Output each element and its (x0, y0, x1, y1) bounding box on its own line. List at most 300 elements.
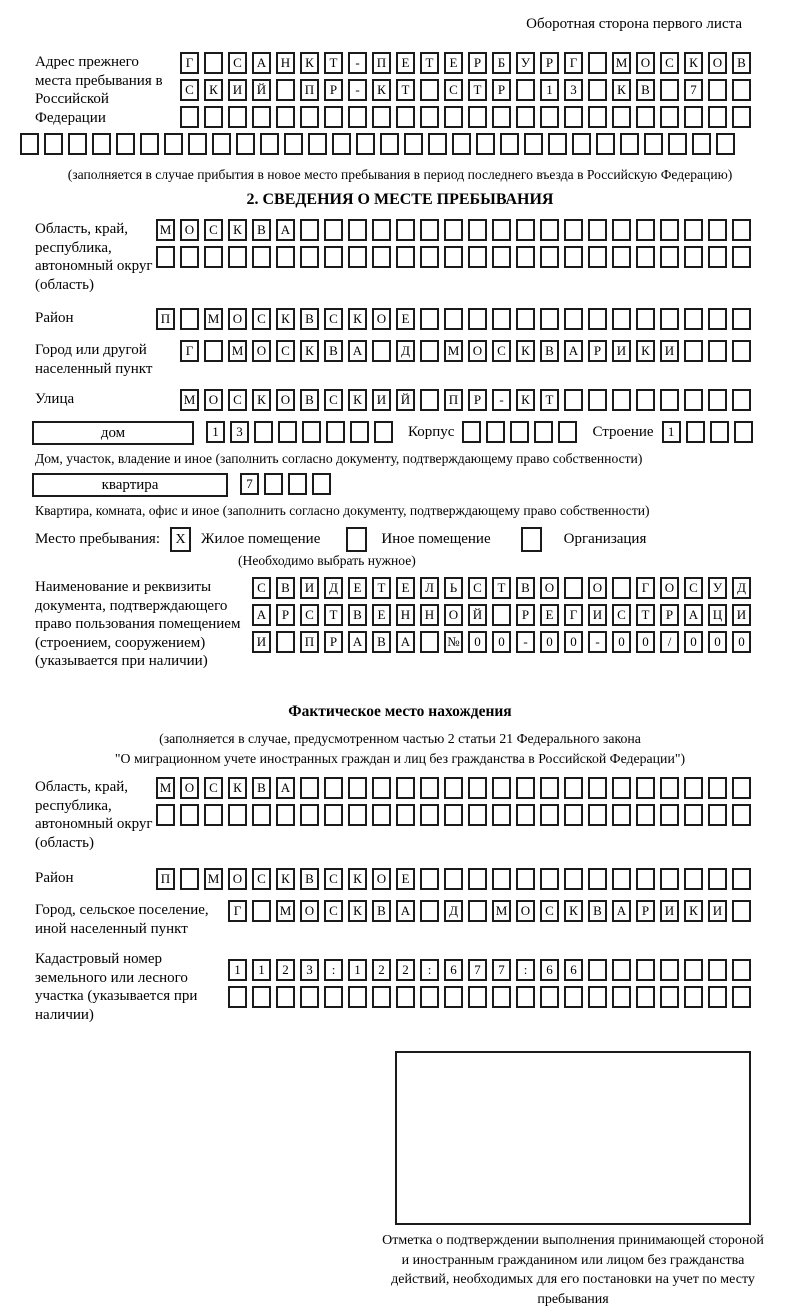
char-box[interactable]: О (588, 577, 607, 599)
char-box[interactable] (516, 986, 535, 1008)
char-box[interactable]: Р (660, 604, 679, 626)
char-box[interactable]: Т (324, 604, 343, 626)
char-box[interactable]: О (252, 340, 271, 362)
char-box[interactable]: С (300, 604, 319, 626)
char-box[interactable]: С (180, 79, 199, 101)
char-box[interactable] (636, 308, 655, 330)
char-box[interactable] (164, 133, 183, 155)
char-box[interactable] (564, 868, 583, 890)
char-box[interactable]: М (492, 900, 511, 922)
char-box[interactable] (468, 106, 487, 128)
char-box[interactable] (684, 308, 703, 330)
char-box[interactable]: П (444, 389, 463, 411)
char-box[interactable] (308, 133, 327, 155)
char-box[interactable]: В (516, 577, 535, 599)
char-box[interactable]: И (660, 340, 679, 362)
char-box[interactable]: К (684, 52, 703, 74)
char-box[interactable] (684, 389, 703, 411)
char-box[interactable] (252, 246, 271, 268)
char-box[interactable] (660, 308, 679, 330)
char-box[interactable] (204, 246, 223, 268)
char-box[interactable]: С (252, 868, 271, 890)
char-box[interactable] (420, 389, 439, 411)
char-box[interactable]: К (636, 340, 655, 362)
char-box[interactable]: О (228, 868, 247, 890)
char-box[interactable]: И (612, 340, 631, 362)
char-box[interactable]: В (540, 340, 559, 362)
char-box[interactable]: С (660, 52, 679, 74)
char-box[interactable] (636, 106, 655, 128)
char-box[interactable]: 2 (396, 959, 415, 981)
char-box[interactable]: Р (540, 52, 559, 74)
char-box[interactable] (708, 219, 727, 241)
char-box[interactable] (396, 106, 415, 128)
char-box[interactable]: Т (420, 52, 439, 74)
char-box[interactable]: О (180, 219, 199, 241)
char-box[interactable]: О (660, 577, 679, 599)
char-box[interactable]: Й (252, 79, 271, 101)
char-box[interactable] (612, 804, 631, 826)
char-box[interactable] (612, 986, 631, 1008)
char-box[interactable] (444, 219, 463, 241)
char-box[interactable]: О (540, 577, 559, 599)
char-box[interactable]: К (612, 79, 631, 101)
char-box[interactable]: Г (180, 340, 199, 362)
char-box[interactable] (588, 308, 607, 330)
char-box[interactable] (228, 804, 247, 826)
char-box[interactable] (708, 308, 727, 330)
char-box[interactable] (708, 389, 727, 411)
char-box[interactable] (684, 777, 703, 799)
char-box[interactable]: М (204, 868, 223, 890)
char-box[interactable] (380, 133, 399, 155)
checkbox-residential[interactable]: X (170, 527, 191, 552)
char-box[interactable]: Т (372, 577, 391, 599)
char-box[interactable]: В (252, 219, 271, 241)
char-box[interactable]: 0 (732, 631, 751, 653)
char-box[interactable]: К (348, 308, 367, 330)
char-box[interactable] (644, 133, 663, 155)
char-box[interactable]: : (324, 959, 343, 981)
char-box[interactable] (228, 246, 247, 268)
char-box[interactable]: С (444, 79, 463, 101)
char-box[interactable] (588, 868, 607, 890)
char-box[interactable] (588, 52, 607, 74)
char-box[interactable] (324, 246, 343, 268)
char-box[interactable] (708, 986, 727, 1008)
char-box[interactable]: Г (564, 52, 583, 74)
char-box[interactable]: Е (396, 52, 415, 74)
char-box[interactable] (476, 133, 495, 155)
char-box[interactable]: № (444, 631, 463, 653)
char-box[interactable]: С (492, 340, 511, 362)
char-box[interactable]: О (276, 389, 295, 411)
char-box[interactable]: 2 (276, 959, 295, 981)
char-box[interactable] (420, 804, 439, 826)
char-box[interactable] (324, 219, 343, 241)
char-box[interactable] (636, 804, 655, 826)
char-box[interactable]: - (348, 79, 367, 101)
char-box[interactable] (492, 868, 511, 890)
char-box[interactable]: 0 (468, 631, 487, 653)
char-box[interactable] (444, 804, 463, 826)
char-box[interactable] (302, 421, 321, 443)
char-box[interactable]: Р (276, 604, 295, 626)
char-box[interactable] (732, 308, 751, 330)
char-box[interactable]: У (516, 52, 535, 74)
char-box[interactable]: Р (324, 631, 343, 653)
char-box[interactable] (708, 959, 727, 981)
char-box[interactable]: А (252, 604, 271, 626)
char-box[interactable] (420, 340, 439, 362)
char-box[interactable] (500, 133, 519, 155)
char-box[interactable] (732, 79, 751, 101)
char-box[interactable]: Е (396, 868, 415, 890)
char-box[interactable] (396, 219, 415, 241)
char-box[interactable]: В (372, 631, 391, 653)
char-box[interactable] (540, 986, 559, 1008)
char-box[interactable]: Т (324, 52, 343, 74)
char-box[interactable]: О (372, 868, 391, 890)
char-box[interactable] (564, 106, 583, 128)
char-box[interactable]: В (372, 900, 391, 922)
char-box[interactable] (732, 900, 751, 922)
char-box[interactable] (564, 246, 583, 268)
char-box[interactable] (350, 421, 369, 443)
char-box[interactable] (228, 986, 247, 1008)
char-box[interactable] (708, 106, 727, 128)
char-box[interactable] (516, 106, 535, 128)
char-box[interactable]: Д (732, 577, 751, 599)
char-box[interactable] (284, 133, 303, 155)
char-box[interactable]: : (420, 959, 439, 981)
char-box[interactable]: И (300, 577, 319, 599)
char-box[interactable] (324, 804, 343, 826)
char-box[interactable]: : (516, 959, 535, 981)
char-box[interactable]: И (588, 604, 607, 626)
char-box[interactable]: Н (396, 604, 415, 626)
char-box[interactable] (404, 133, 423, 155)
char-box[interactable]: 6 (564, 959, 583, 981)
char-box[interactable] (300, 246, 319, 268)
char-box[interactable] (420, 308, 439, 330)
char-box[interactable] (684, 106, 703, 128)
char-box[interactable]: И (708, 900, 727, 922)
char-box[interactable] (516, 219, 535, 241)
char-box[interactable] (660, 868, 679, 890)
char-box[interactable] (612, 389, 631, 411)
char-box[interactable] (524, 133, 543, 155)
char-box[interactable]: 3 (300, 959, 319, 981)
char-box[interactable]: В (636, 79, 655, 101)
char-box[interactable] (188, 133, 207, 155)
char-box[interactable] (564, 577, 583, 599)
char-box[interactable] (588, 106, 607, 128)
char-box[interactable] (468, 219, 487, 241)
char-box[interactable] (620, 133, 639, 155)
char-box[interactable] (348, 777, 367, 799)
char-box[interactable] (516, 246, 535, 268)
char-box[interactable] (180, 868, 199, 890)
char-box[interactable]: О (204, 389, 223, 411)
char-box[interactable]: К (276, 308, 295, 330)
char-box[interactable] (444, 308, 463, 330)
char-box[interactable] (20, 133, 39, 155)
char-box[interactable] (374, 421, 393, 443)
char-box[interactable]: М (204, 308, 223, 330)
char-box[interactable]: 0 (684, 631, 703, 653)
char-box[interactable]: У (708, 577, 727, 599)
char-box[interactable] (276, 106, 295, 128)
char-box[interactable] (708, 777, 727, 799)
char-box[interactable] (732, 340, 751, 362)
char-box[interactable]: 7 (684, 79, 703, 101)
char-box[interactable] (492, 308, 511, 330)
char-box[interactable]: 0 (492, 631, 511, 653)
char-box[interactable] (348, 219, 367, 241)
char-box[interactable] (668, 133, 687, 155)
char-box[interactable] (732, 777, 751, 799)
char-box[interactable]: Г (228, 900, 247, 922)
char-box[interactable] (684, 340, 703, 362)
char-box[interactable] (428, 133, 447, 155)
char-box[interactable] (468, 900, 487, 922)
char-box[interactable] (420, 246, 439, 268)
char-box[interactable]: К (684, 900, 703, 922)
char-box[interactable]: Ц (708, 604, 727, 626)
char-box[interactable]: О (228, 308, 247, 330)
char-box[interactable]: А (252, 52, 271, 74)
char-box[interactable] (732, 389, 751, 411)
char-box[interactable]: 0 (540, 631, 559, 653)
char-box[interactable]: И (228, 79, 247, 101)
char-box[interactable] (540, 219, 559, 241)
char-box[interactable]: Й (468, 604, 487, 626)
char-box[interactable]: Й (396, 389, 415, 411)
char-box[interactable]: 0 (612, 631, 631, 653)
char-box[interactable] (276, 986, 295, 1008)
char-box[interactable] (684, 986, 703, 1008)
char-box[interactable] (516, 777, 535, 799)
char-box[interactable] (180, 106, 199, 128)
char-box[interactable] (612, 308, 631, 330)
char-box[interactable] (732, 868, 751, 890)
char-box[interactable] (372, 219, 391, 241)
char-box[interactable] (540, 868, 559, 890)
char-box[interactable]: 3 (564, 79, 583, 101)
char-box[interactable] (588, 777, 607, 799)
char-box[interactable] (564, 986, 583, 1008)
char-box[interactable] (444, 986, 463, 1008)
char-box[interactable]: Е (348, 577, 367, 599)
char-box[interactable]: Г (564, 604, 583, 626)
char-box[interactable] (372, 106, 391, 128)
char-box[interactable]: К (228, 777, 247, 799)
char-box[interactable] (588, 246, 607, 268)
char-box[interactable]: С (324, 308, 343, 330)
char-box[interactable]: И (372, 389, 391, 411)
char-box[interactable] (348, 246, 367, 268)
char-box[interactable] (204, 340, 223, 362)
char-box[interactable] (686, 421, 705, 443)
char-box[interactable] (180, 246, 199, 268)
char-box[interactable]: О (372, 308, 391, 330)
char-box[interactable] (492, 106, 511, 128)
char-box[interactable]: 0 (708, 631, 727, 653)
char-box[interactable]: М (276, 900, 295, 922)
char-box[interactable] (372, 340, 391, 362)
char-box[interactable] (636, 959, 655, 981)
char-box[interactable] (252, 804, 271, 826)
char-box[interactable] (660, 246, 679, 268)
char-box[interactable] (486, 421, 505, 443)
char-box[interactable] (348, 804, 367, 826)
char-box[interactable]: О (516, 900, 535, 922)
char-box[interactable] (356, 133, 375, 155)
char-box[interactable] (396, 777, 415, 799)
char-box[interactable] (660, 959, 679, 981)
char-box[interactable] (660, 389, 679, 411)
char-box[interactable]: 1 (662, 421, 681, 443)
char-box[interactable]: В (300, 868, 319, 890)
char-box[interactable]: О (708, 52, 727, 74)
char-box[interactable] (420, 79, 439, 101)
char-box[interactable] (254, 421, 273, 443)
char-box[interactable] (396, 986, 415, 1008)
char-box[interactable]: Р (492, 79, 511, 101)
char-box[interactable]: 1 (252, 959, 271, 981)
char-box[interactable]: Е (540, 604, 559, 626)
char-box[interactable] (732, 986, 751, 1008)
char-box[interactable] (540, 777, 559, 799)
char-box[interactable]: Е (372, 604, 391, 626)
char-box[interactable]: С (468, 577, 487, 599)
char-box[interactable] (708, 804, 727, 826)
char-box[interactable] (492, 219, 511, 241)
char-box[interactable] (420, 777, 439, 799)
char-box[interactable]: С (228, 52, 247, 74)
char-box[interactable] (372, 777, 391, 799)
char-box[interactable] (420, 219, 439, 241)
char-box[interactable]: 1 (228, 959, 247, 981)
char-box[interactable]: / (660, 631, 679, 653)
char-box[interactable]: Е (396, 577, 415, 599)
char-box[interactable]: 7 (240, 473, 259, 495)
char-box[interactable] (564, 389, 583, 411)
char-box[interactable] (300, 106, 319, 128)
char-box[interactable]: О (444, 604, 463, 626)
char-box[interactable] (564, 219, 583, 241)
char-box[interactable] (276, 804, 295, 826)
char-box[interactable]: И (660, 900, 679, 922)
char-box[interactable] (324, 777, 343, 799)
char-box[interactable] (300, 986, 319, 1008)
char-box[interactable]: К (516, 340, 535, 362)
char-box[interactable]: О (468, 340, 487, 362)
char-box[interactable]: 2 (372, 959, 391, 981)
char-box[interactable] (444, 106, 463, 128)
char-box[interactable] (468, 777, 487, 799)
char-box[interactable]: С (204, 777, 223, 799)
char-box[interactable] (180, 804, 199, 826)
char-box[interactable]: К (228, 219, 247, 241)
char-box[interactable] (516, 868, 535, 890)
char-box[interactable] (612, 777, 631, 799)
char-box[interactable] (660, 986, 679, 1008)
char-box[interactable] (332, 133, 351, 155)
char-box[interactable] (468, 308, 487, 330)
char-box[interactable]: Р (468, 389, 487, 411)
char-box[interactable] (140, 133, 159, 155)
char-box[interactable] (420, 900, 439, 922)
char-box[interactable] (300, 219, 319, 241)
char-box[interactable] (444, 868, 463, 890)
char-box[interactable]: П (300, 631, 319, 653)
char-box[interactable] (212, 133, 231, 155)
char-box[interactable] (588, 79, 607, 101)
char-box[interactable] (516, 804, 535, 826)
char-box[interactable] (660, 106, 679, 128)
char-box[interactable] (348, 106, 367, 128)
char-box[interactable] (510, 421, 529, 443)
char-box[interactable]: 6 (444, 959, 463, 981)
char-box[interactable] (420, 868, 439, 890)
char-box[interactable]: К (300, 52, 319, 74)
char-box[interactable] (636, 219, 655, 241)
char-box[interactable] (204, 52, 223, 74)
char-box[interactable] (732, 106, 751, 128)
char-box[interactable]: А (276, 777, 295, 799)
char-box[interactable]: Н (420, 604, 439, 626)
char-box[interactable]: М (228, 340, 247, 362)
char-box[interactable] (612, 868, 631, 890)
char-box[interactable]: 7 (492, 959, 511, 981)
char-box[interactable] (264, 473, 283, 495)
char-box[interactable]: Т (396, 79, 415, 101)
char-box[interactable] (180, 308, 199, 330)
char-box[interactable] (276, 79, 295, 101)
char-box[interactable] (462, 421, 481, 443)
char-box[interactable] (492, 604, 511, 626)
char-box[interactable]: А (684, 604, 703, 626)
char-box[interactable]: С (324, 389, 343, 411)
char-box[interactable]: Р (516, 604, 535, 626)
char-box[interactable] (692, 133, 711, 155)
char-box[interactable]: С (540, 900, 559, 922)
char-box[interactable]: С (204, 219, 223, 241)
char-box[interactable] (326, 421, 345, 443)
char-box[interactable] (324, 986, 343, 1008)
char-box[interactable] (534, 421, 553, 443)
char-box[interactable] (612, 106, 631, 128)
char-box[interactable] (260, 133, 279, 155)
char-box[interactable] (372, 804, 391, 826)
char-box[interactable] (348, 986, 367, 1008)
char-box[interactable] (276, 631, 295, 653)
char-box[interactable]: Р (636, 900, 655, 922)
char-box[interactable] (708, 340, 727, 362)
char-box[interactable] (372, 246, 391, 268)
char-box[interactable]: 0 (636, 631, 655, 653)
char-box[interactable]: К (348, 900, 367, 922)
char-box[interactable] (468, 868, 487, 890)
char-box[interactable]: К (564, 900, 583, 922)
char-box[interactable] (636, 389, 655, 411)
char-box[interactable]: Р (468, 52, 487, 74)
char-box[interactable]: Е (396, 308, 415, 330)
char-box[interactable] (300, 777, 319, 799)
char-box[interactable] (468, 246, 487, 268)
